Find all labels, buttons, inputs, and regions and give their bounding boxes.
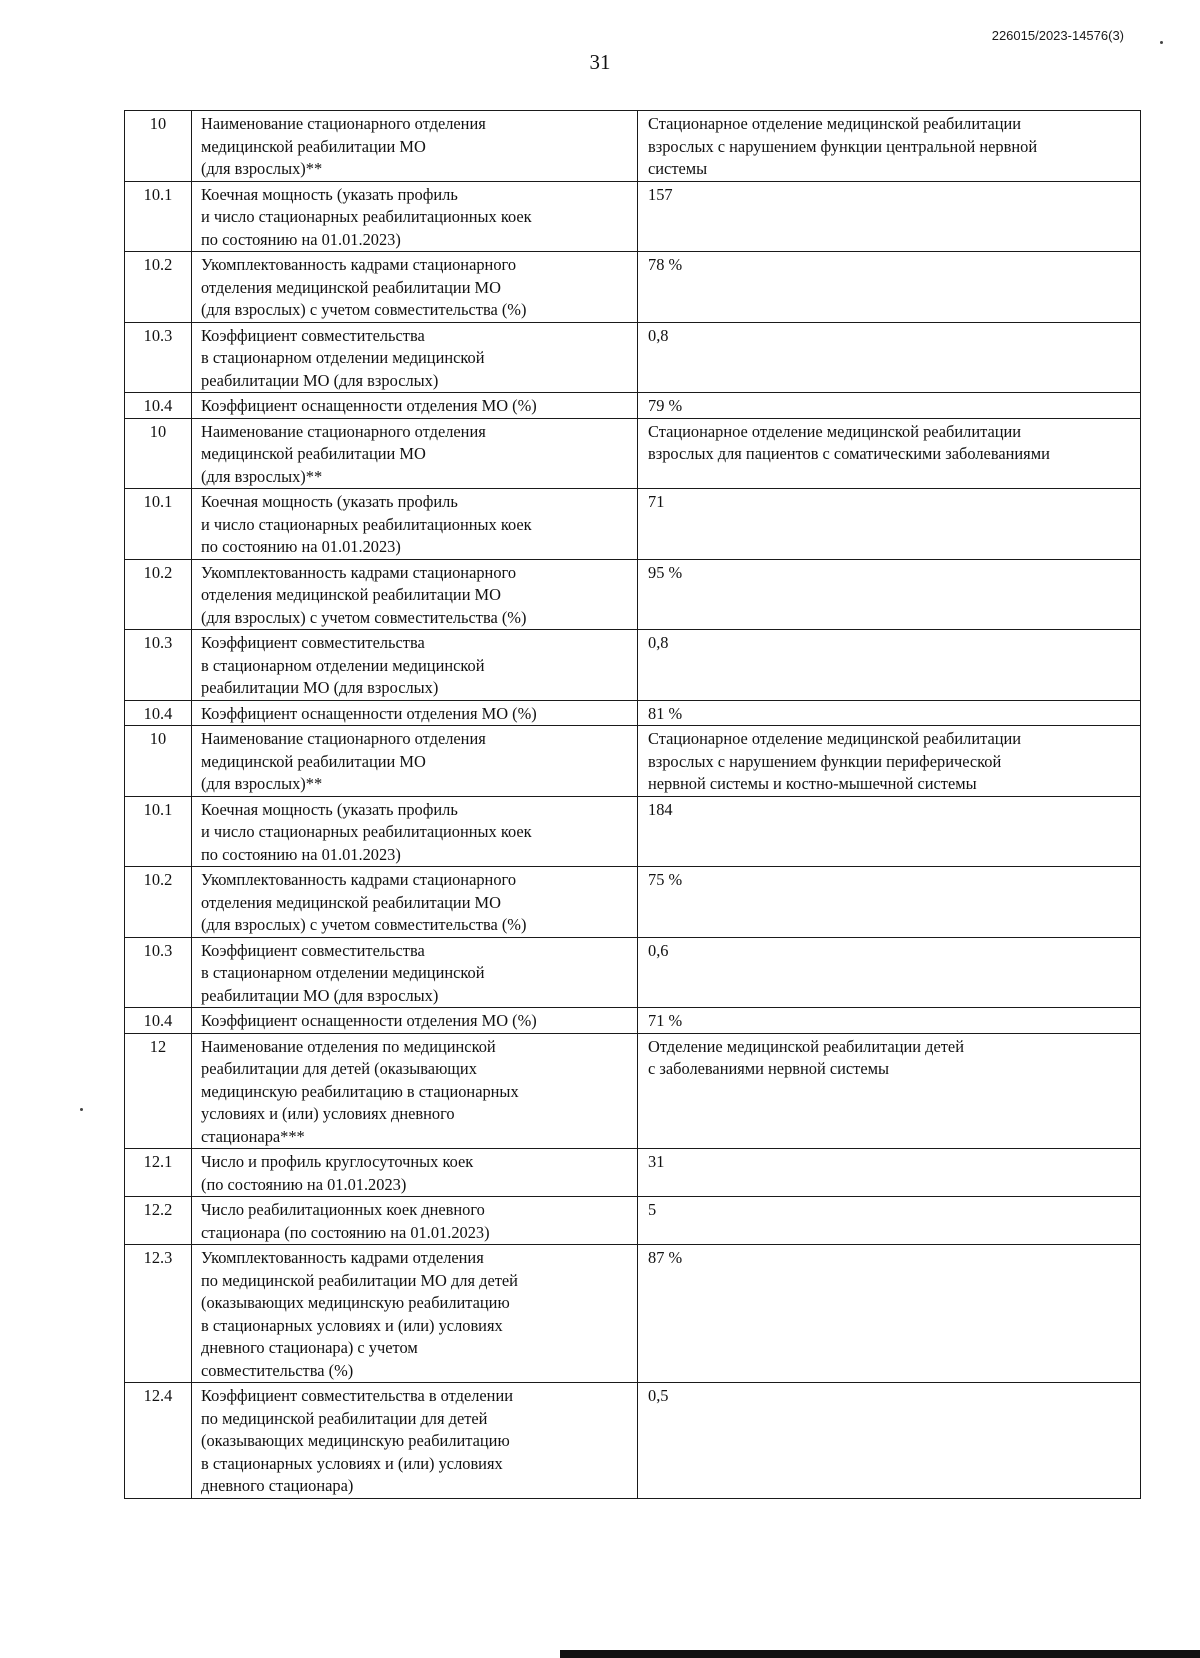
table-row [125,322,1141,393]
indicator-name-line: Коэффициент оснащенности отделения МО (%) [201,703,537,723]
indicator-name-line: условиях и (или) условиях дневного [201,1104,455,1123]
indicator-value [638,796,1141,867]
scan-edge-bar [560,1650,1200,1658]
indicator-name-line: по медицинской реабилитации для детей [201,1408,488,1428]
row-number: 10.2 [125,252,192,323]
indicator-value [638,111,1141,182]
indicator-name-line: Коечная мощность (указать профиль [201,799,458,819]
indicator-value [638,559,1141,630]
indicator-value-line: 157 [648,184,673,204]
indicator-name-line: Коэффициент совместительства [201,325,425,345]
indicator-name-line: (оказывающих медицинскую реабилитацию [201,1293,510,1312]
indicator-name-line: Число и профиль круглосуточных коек [201,1152,474,1171]
indicator-name-line: в стационарном отделении медицинской [201,963,485,982]
indicator-name [192,867,638,938]
indicator-name-line: (для взрослых) с учетом совместительства (%) [201,915,527,934]
indicator-name-line: Укомплектованность кадрами стационарного [201,870,517,889]
indicator-name-line: отделения медицинской реабилитации МО [201,892,501,912]
indicator-value-line: 75 % [648,870,683,889]
indicator-value [638,252,1141,323]
indicator-value-line: 71 [648,492,665,511]
indicator-name [192,418,638,489]
row-number: 12.3 [125,1245,192,1383]
table-row [125,252,1141,323]
indicator-name-line: (оказывающих медицинскую реабилитацию [201,1431,510,1450]
indicator-name-line: Наименование стационарного отделения [201,114,486,133]
indicator-name-line: Наименование стационарного отделения [201,729,486,748]
indicator-name-line: медицинскую реабилитацию в стационарных [201,1081,519,1101]
indicator-value-line: системы [648,159,708,178]
indicator-name-line: и число стационарных реабилитационных коек [201,207,532,226]
indicator-value [638,867,1141,938]
row-number: 10.1 [125,489,192,560]
table-row [125,1245,1141,1383]
table-row [125,559,1141,630]
indicator-name-line: Наименование стационарного отделения [201,421,486,441]
indicator-value [638,700,1141,726]
indicator-name-line: Укомплектованность кадрами стационарного [201,562,517,582]
table-row [125,1383,1141,1499]
indicator-name-line: Коэффициент оснащенности отделения МО (%) [201,1011,537,1030]
indicator-name-line: Наименование отделения по медицинской [201,1036,496,1056]
indicator-name-line: (для взрослых) с учетом совместительства (%) [201,607,527,627]
row-number: 12 [125,1033,192,1149]
indicator-value-line: 0,5 [648,1386,669,1405]
indicator-name-line: в стационарном отделении медицинской [201,655,485,675]
rehabilitation-table [124,110,1141,1499]
indicator-name [192,1197,638,1245]
indicator-name-line: Коэффициент совместительства в отделении [201,1386,513,1405]
row-number: 10 [125,726,192,797]
indicator-value-line: Отделение медицинской реабилитации детей [648,1036,964,1056]
indicator-name-line: медицинской реабилитации МО [201,751,426,771]
indicator-name-line: в стационарных условиях и (или) условиях [201,1453,503,1473]
indicator-name-line: в стационарном отделении медицинской [201,348,485,367]
indicator-value [638,322,1141,393]
indicator-value [638,1149,1141,1197]
indicator-name-line: и число стационарных реабилитационных коек [201,514,532,534]
row-number: 10.1 [125,181,192,252]
indicator-name [192,393,638,419]
indicator-value-line: взрослых для пациентов с соматическими заболеваниями [648,444,1050,463]
indicator-value [638,1008,1141,1034]
indicator-value [638,489,1141,560]
indicator-name-line: реабилитации для детей (оказывающих [201,1059,477,1078]
indicator-name [192,726,638,797]
indicator-name-line: отделения медицинской реабилитации МО [201,585,501,604]
indicator-name [192,1033,638,1149]
indicator-value [638,393,1141,419]
indicator-name-line: Коечная мощность (указать профиль [201,184,458,204]
table-row [125,1197,1141,1245]
indicator-name [192,559,638,630]
indicator-value [638,1383,1141,1499]
indicator-name-line: дневного стационара) [201,1476,354,1495]
indicator-value-line: 79 % [648,396,683,415]
indicator-name-line: (по состоянию на 01.01.2023) [201,1174,407,1194]
indicator-value-line: 95 % [648,562,683,582]
row-number: 10 [125,418,192,489]
indicator-name-line: реабилитации МО (для взрослых) [201,678,439,697]
table-row [125,937,1141,1008]
indicator-name [192,796,638,867]
indicator-name-line: по медицинской реабилитации МО для детей [201,1270,518,1290]
row-number: 10.4 [125,393,192,419]
indicator-value-line: 0,8 [648,325,669,345]
indicator-name-line: и число стационарных реабилитационных коек [201,822,532,841]
indicator-name [192,1383,638,1499]
table-row [125,1008,1141,1034]
row-number: 12.1 [125,1149,192,1197]
indicator-name-line: (для взрослых)** [201,159,323,178]
indicator-name-line: Коэффициент оснащенности отделения МО (%) [201,396,537,415]
indicator-value-line: Стационарное отделение медицинской реабилитации [648,421,1022,441]
indicator-name [192,1149,638,1197]
indicator-name-line: по состоянию на 01.01.2023) [201,537,401,556]
indicator-name-line: реабилитации МО (для взрослых) [201,370,439,390]
table-row [125,796,1141,867]
row-number: 10 [125,111,192,182]
indicator-value-line: 0,8 [648,633,669,652]
row-number: 10.4 [125,700,192,726]
indicator-name-line: (для взрослых) с учетом совместительства (%) [201,300,527,319]
row-number: 10.1 [125,796,192,867]
indicator-name-line: (для взрослых)** [201,774,323,793]
row-number: 10.3 [125,937,192,1008]
table-row [125,181,1141,252]
indicator-name-line: дневного стационара) с учетом [201,1338,418,1357]
indicator-name-line: Коечная мощность (указать профиль [201,492,458,511]
document-id: 226015/2023-14576(3) [991,28,1124,43]
indicator-name [192,111,638,182]
indicator-value-line: взрослых с нарушением функции центральной нервной [648,136,1038,156]
indicator-value [638,1197,1141,1245]
indicator-value [638,1245,1141,1383]
indicator-value-line: 31 [648,1152,665,1171]
indicator-name [192,1008,638,1034]
indicator-name [192,181,638,252]
page-number: 31 [589,50,611,74]
indicator-name-line: совместительства (%) [201,1360,354,1380]
indicator-value [638,937,1141,1008]
row-number: 12.2 [125,1197,192,1245]
indicator-value-line: 71 % [648,1011,683,1030]
row-number: 12.4 [125,1383,192,1499]
indicator-name-line: Коэффициент совместительства [201,940,425,960]
indicator-name-line: Укомплектованность кадрами стационарного [201,255,517,274]
table-row [125,1033,1141,1149]
indicator-name-line: стационара (по состоянию на 01.01.2023) [201,1222,490,1242]
indicator-value-line: 78 % [648,255,683,274]
indicator-value [638,630,1141,701]
row-number: 10.2 [125,559,192,630]
indicator-name [192,1245,638,1383]
indicator-value-line: 184 [648,799,673,819]
indicator-name-line: в стационарных условиях и (или) условиях [201,1315,503,1335]
indicator-value-line: Стационарное отделение медицинской реабилитации [648,114,1022,133]
indicator-value-line: 87 % [648,1248,683,1267]
indicator-value-line: с заболеваниями нервной системы [648,1059,889,1078]
indicator-value-line: нервной системы и костно-мышечной системы [648,774,977,793]
indicator-name-line: отделения медицинской реабилитации МО [201,277,501,297]
table-row [125,418,1141,489]
table-row [125,630,1141,701]
indicator-name-line: медицинской реабилитации МО [201,136,426,156]
row-number: 10.4 [125,1008,192,1034]
table-row [125,726,1141,797]
row-number: 10.3 [125,322,192,393]
indicator-name [192,630,638,701]
indicator-name-line: Коэффициент совместительства [201,633,425,652]
row-number: 10.2 [125,867,192,938]
indicator-name-line: по состоянию на 01.01.2023) [201,844,401,864]
indicator-name-line: реабилитации МО (для взрослых) [201,985,439,1005]
indicator-value-line: Стационарное отделение медицинской реабилитации [648,729,1022,748]
indicator-name-line: медицинской реабилитации МО [201,444,426,463]
indicator-value [638,418,1141,489]
table-row [125,700,1141,726]
indicator-name-line: Укомплектованность кадрами отделения [201,1248,484,1267]
scan-speck [1160,41,1163,44]
indicator-name [192,700,638,726]
table-row [125,393,1141,419]
table-row [125,489,1141,560]
row-number: 10.3 [125,630,192,701]
indicator-name-line: по состоянию на 01.01.2023) [201,229,401,249]
table-row [125,1149,1141,1197]
indicator-value [638,1033,1141,1149]
indicator-value-line: взрослых с нарушением функции периферической [648,751,1002,771]
indicator-name-line: (для взрослых)** [201,466,323,486]
scan-speck [80,1108,83,1111]
indicator-value [638,181,1141,252]
indicator-name-line: стационара*** [201,1126,305,1146]
indicator-value-line: 81 % [648,703,683,723]
indicator-name [192,489,638,560]
indicator-name [192,322,638,393]
indicator-name [192,252,638,323]
table-row [125,867,1141,938]
table-body [125,111,1141,1499]
indicator-value-line: 5 [648,1200,657,1219]
indicator-value [638,726,1141,797]
indicator-value-line: 0,6 [648,940,669,960]
table-row [125,111,1141,182]
indicator-name-line: Число реабилитационных коек дневного [201,1200,485,1219]
indicator-name [192,937,638,1008]
